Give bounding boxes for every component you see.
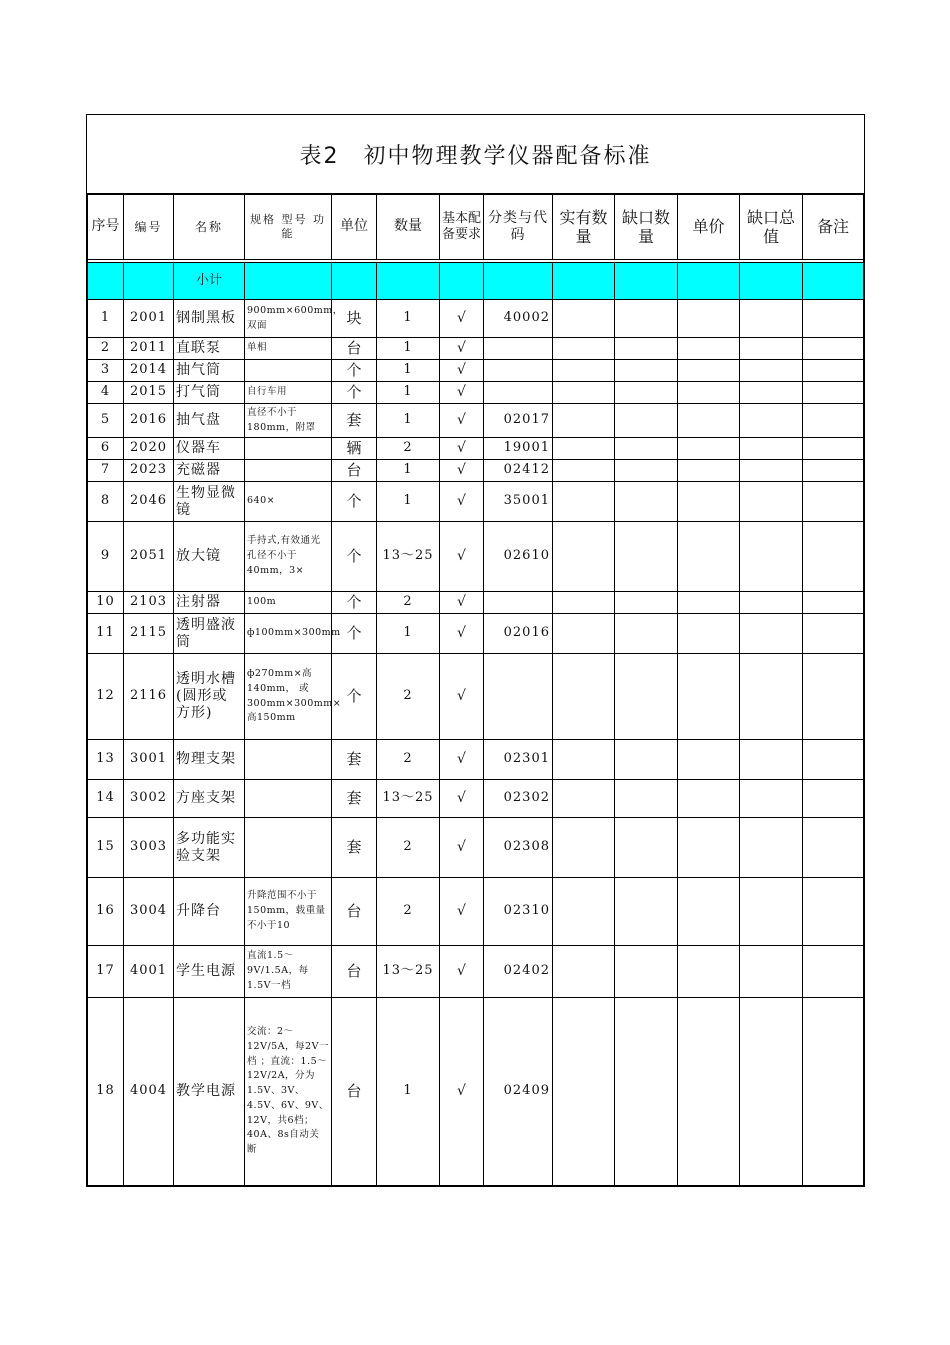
row-shortage: [615, 382, 678, 404]
row-total: [740, 522, 803, 592]
header-unit: 单位: [332, 195, 377, 260]
row-shortage: [615, 438, 678, 460]
row-unit: 台: [332, 878, 377, 946]
row-category: [484, 338, 553, 360]
row-shortage: [615, 338, 678, 360]
row-shortage: [615, 818, 678, 878]
row-total: [740, 818, 803, 878]
row-price: [678, 998, 740, 1186]
row-unit: 套: [332, 404, 377, 438]
header-row: [88, 195, 864, 260]
row-total: [740, 338, 803, 360]
row-name: 生物显微镜: [174, 482, 245, 522]
header-actual: 实有数量: [553, 195, 615, 260]
row-category: 02412: [484, 460, 553, 482]
row-name: 抽气筒: [174, 360, 245, 382]
row-basic: √: [440, 300, 484, 338]
header-qty: 数量: [377, 195, 440, 260]
row-name: 透明水槽(圆形或方形): [174, 654, 245, 740]
row-seq: 9: [88, 522, 124, 592]
row-spec: 手持式,有效通光孔径不小于40mm，3×: [245, 522, 332, 592]
row-spec: ф100mm×300mm: [245, 614, 332, 654]
row-price: [678, 654, 740, 740]
title-row: [87, 115, 864, 194]
row-price: [678, 946, 740, 998]
row-seq: 10: [88, 592, 124, 614]
table-row: [88, 382, 864, 404]
row-price: [678, 878, 740, 946]
row-qty: 13～25: [377, 780, 440, 818]
row-actual: [553, 360, 615, 382]
row-actual: [553, 460, 615, 482]
row-qty: 1: [377, 338, 440, 360]
row-name: 打气筒: [174, 382, 245, 404]
row-price: [678, 780, 740, 818]
row-seq: 7: [88, 460, 124, 482]
table-row: [88, 740, 864, 780]
table-row: [88, 998, 864, 1186]
row-shortage: [615, 522, 678, 592]
row-seq: 14: [88, 780, 124, 818]
row-total: [740, 592, 803, 614]
row-unit: 辆: [332, 438, 377, 460]
row-actual: [553, 482, 615, 522]
row-spec: 升降范围不小于150mm，载重量不小于10: [245, 878, 332, 946]
table-row: [88, 654, 864, 740]
row-remark: [803, 780, 864, 818]
row-remark: [803, 740, 864, 780]
subtotal-label: 小计: [174, 263, 245, 300]
row-actual: [553, 780, 615, 818]
table-row: [88, 946, 864, 998]
row-remark: [803, 338, 864, 360]
row-total: [740, 780, 803, 818]
row-actual: [553, 614, 615, 654]
row-unit: 台: [332, 460, 377, 482]
row-code: 2115: [124, 614, 174, 654]
row-unit: 台: [332, 338, 377, 360]
row-category: 02310: [484, 878, 553, 946]
row-spec: [245, 438, 332, 460]
row-category: 02402: [484, 946, 553, 998]
row-actual: [553, 946, 615, 998]
header-price: 单价: [678, 195, 740, 260]
row-category: 02017: [484, 404, 553, 438]
row-remark: [803, 460, 864, 482]
row-total: [740, 460, 803, 482]
row-unit: 套: [332, 740, 377, 780]
row-shortage: [615, 592, 678, 614]
row-basic: √: [440, 404, 484, 438]
row-seq: 12: [88, 654, 124, 740]
row-category: 40002: [484, 300, 553, 338]
row-remark: [803, 522, 864, 592]
row-code: 2016: [124, 404, 174, 438]
header-total: 缺口总值: [740, 195, 803, 260]
row-code: 2103: [124, 592, 174, 614]
table-row: [88, 614, 864, 654]
row-shortage: [615, 878, 678, 946]
row-remark: [803, 946, 864, 998]
row-seq: 8: [88, 482, 124, 522]
row-basic: √: [440, 360, 484, 382]
table-row: [88, 780, 864, 818]
row-total: [740, 946, 803, 998]
row-remark: [803, 878, 864, 946]
row-shortage: [615, 998, 678, 1186]
row-price: [678, 818, 740, 878]
row-code: 2116: [124, 654, 174, 740]
row-qty: 1: [377, 360, 440, 382]
row-basic: √: [440, 740, 484, 780]
row-spec: 交流：2～12V/5A，每2V一档 ；直流：1.5～12V/2A，分为1.5V、3V、4.5V、6V、9V、12V，共6档； 40A、8s自动关断: [245, 998, 332, 1186]
row-code: 2023: [124, 460, 174, 482]
row-remark: [803, 360, 864, 382]
header-seq: 序号: [88, 195, 124, 260]
row-category: [484, 382, 553, 404]
row-code: 4001: [124, 946, 174, 998]
row-spec: [245, 780, 332, 818]
row-qty: 1: [377, 404, 440, 438]
row-code: 2020: [124, 438, 174, 460]
row-seq: 11: [88, 614, 124, 654]
row-basic: √: [440, 780, 484, 818]
row-spec: 100m: [245, 592, 332, 614]
row-seq: 6: [88, 438, 124, 460]
row-actual: [553, 438, 615, 460]
row-spec: [245, 740, 332, 780]
row-qty: 2: [377, 654, 440, 740]
header-basic: 基本配备要求: [440, 195, 484, 260]
row-unit: 个: [332, 522, 377, 592]
row-remark: [803, 654, 864, 740]
row-unit: 块: [332, 300, 377, 338]
row-code: 3003: [124, 818, 174, 878]
row-category: 19001: [484, 438, 553, 460]
subtotal-row: [88, 263, 864, 300]
row-name: 钢制黑板: [174, 300, 245, 338]
row-qty: 1: [377, 998, 440, 1186]
row-name: 教学电源: [174, 998, 245, 1186]
row-code: 2011: [124, 338, 174, 360]
header-remark: 备注: [803, 195, 864, 260]
row-shortage: [615, 946, 678, 998]
row-code: 2014: [124, 360, 174, 382]
row-remark: [803, 382, 864, 404]
row-spec: 单相: [245, 338, 332, 360]
table-row: [88, 404, 864, 438]
row-remark: [803, 438, 864, 460]
row-seq: 17: [88, 946, 124, 998]
table-row: [88, 438, 864, 460]
row-shortage: [615, 482, 678, 522]
header-shortage: 缺口数量: [615, 195, 678, 260]
row-qty: 2: [377, 878, 440, 946]
row-total: [740, 404, 803, 438]
row-category: [484, 360, 553, 382]
row-basic: √: [440, 592, 484, 614]
row-basic: √: [440, 818, 484, 878]
row-price: [678, 300, 740, 338]
row-qty: 1: [377, 382, 440, 404]
row-basic: √: [440, 482, 484, 522]
row-price: [678, 360, 740, 382]
row-shortage: [615, 614, 678, 654]
row-basic: √: [440, 998, 484, 1186]
row-shortage: [615, 404, 678, 438]
row-shortage: [615, 654, 678, 740]
table-row: [88, 460, 864, 482]
row-code: 2051: [124, 522, 174, 592]
row-qty: 1: [377, 460, 440, 482]
row-seq: 4: [88, 382, 124, 404]
row-total: [740, 654, 803, 740]
row-name: 透明盛液筒: [174, 614, 245, 654]
row-category: [484, 592, 553, 614]
row-code: 2001: [124, 300, 174, 338]
row-name: 升降台: [174, 878, 245, 946]
row-qty: 2: [377, 740, 440, 780]
row-basic: √: [440, 338, 484, 360]
row-code: 4004: [124, 998, 174, 1186]
row-basic: √: [440, 614, 484, 654]
row-total: [740, 438, 803, 460]
row-remark: [803, 300, 864, 338]
row-name: 抽气盘: [174, 404, 245, 438]
row-spec: [245, 460, 332, 482]
row-total: [740, 740, 803, 780]
row-category: 02308: [484, 818, 553, 878]
row-actual: [553, 878, 615, 946]
row-seq: 18: [88, 998, 124, 1186]
row-actual: [553, 522, 615, 592]
row-spec: 自行车用: [245, 382, 332, 404]
row-seq: 1: [88, 300, 124, 338]
row-name: 多功能实验支架: [174, 818, 245, 878]
row-unit: 套: [332, 818, 377, 878]
header-name: 名称: [174, 195, 245, 260]
row-name: 仪器车: [174, 438, 245, 460]
row-basic: √: [440, 460, 484, 482]
row-spec: [245, 360, 332, 382]
row-actual: [553, 338, 615, 360]
row-remark: [803, 998, 864, 1186]
row-qty: 2: [377, 592, 440, 614]
row-spec: [245, 818, 332, 878]
table-row: [88, 818, 864, 878]
standards-table-sheet: [86, 114, 865, 1187]
header-code: 编号: [124, 195, 174, 260]
row-category: 02409: [484, 998, 553, 1186]
table-row: [88, 592, 864, 614]
table-row: [88, 300, 864, 338]
row-unit: 个: [332, 360, 377, 382]
row-price: [678, 592, 740, 614]
row-seq: 13: [88, 740, 124, 780]
table-row: [88, 360, 864, 382]
row-name: 直联泵: [174, 338, 245, 360]
row-remark: [803, 818, 864, 878]
row-total: [740, 300, 803, 338]
row-unit: 个: [332, 382, 377, 404]
row-shortage: [615, 740, 678, 780]
header-category: 分类与代码: [484, 195, 553, 260]
table-row: [88, 482, 864, 522]
row-basic: √: [440, 946, 484, 998]
row-qty: 13～25: [377, 522, 440, 592]
row-spec: 900mm×600mm，双面: [245, 300, 332, 338]
row-actual: [553, 300, 615, 338]
header-spec: 规格 型号 功能: [245, 195, 332, 260]
row-unit: 台: [332, 998, 377, 1186]
row-total: [740, 360, 803, 382]
row-qty: 1: [377, 300, 440, 338]
row-basic: √: [440, 878, 484, 946]
row-actual: [553, 654, 615, 740]
row-actual: [553, 998, 615, 1186]
row-name: 方座支架: [174, 780, 245, 818]
row-actual: [553, 592, 615, 614]
row-unit: 个: [332, 614, 377, 654]
row-basic: √: [440, 382, 484, 404]
row-spec: 直流1.5～9V/1.5A，每1.5V一档: [245, 946, 332, 998]
row-actual: [553, 382, 615, 404]
row-unit: 个: [332, 482, 377, 522]
table-row: [88, 878, 864, 946]
row-seq: 15: [88, 818, 124, 878]
row-seq: 5: [88, 404, 124, 438]
row-remark: [803, 404, 864, 438]
row-name: 放大镜: [174, 522, 245, 592]
row-price: [678, 338, 740, 360]
row-total: [740, 482, 803, 522]
row-qty: 1: [377, 614, 440, 654]
row-category: 35001: [484, 482, 553, 522]
row-price: [678, 740, 740, 780]
row-total: [740, 998, 803, 1186]
row-unit: 台: [332, 946, 377, 998]
equipment-table: [87, 194, 864, 1186]
row-seq: 16: [88, 878, 124, 946]
table-row: [88, 338, 864, 360]
row-total: [740, 614, 803, 654]
row-seq: 2: [88, 338, 124, 360]
row-shortage: [615, 460, 678, 482]
row-qty: 2: [377, 438, 440, 460]
row-price: [678, 482, 740, 522]
row-category: 02610: [484, 522, 553, 592]
row-code: 3002: [124, 780, 174, 818]
row-shortage: [615, 300, 678, 338]
row-unit: 套: [332, 780, 377, 818]
row-price: [678, 404, 740, 438]
row-code: 2015: [124, 382, 174, 404]
row-actual: [553, 404, 615, 438]
row-remark: [803, 614, 864, 654]
row-seq: 3: [88, 360, 124, 382]
table-row: [88, 522, 864, 592]
row-qty: 13～25: [377, 946, 440, 998]
row-shortage: [615, 360, 678, 382]
row-price: [678, 460, 740, 482]
row-price: [678, 614, 740, 654]
page-title: 表2 初中物理教学仪器配备标准: [299, 143, 652, 169]
row-name: 学生电源: [174, 946, 245, 998]
row-total: [740, 878, 803, 946]
row-name: 注射器: [174, 592, 245, 614]
row-basic: √: [440, 522, 484, 592]
row-unit: 个: [332, 654, 377, 740]
row-name: 物理支架: [174, 740, 245, 780]
row-category: 02016: [484, 614, 553, 654]
row-code: 3001: [124, 740, 174, 780]
row-spec: ф270mm×高140mm， 或300mm×300mm×高150mm: [245, 654, 332, 740]
row-remark: [803, 592, 864, 614]
row-actual: [553, 818, 615, 878]
row-code: 2046: [124, 482, 174, 522]
row-price: [678, 522, 740, 592]
row-price: [678, 438, 740, 460]
row-spec: 直径不小于180mm，附罩: [245, 404, 332, 438]
row-spec: 640×: [245, 482, 332, 522]
row-code: 3004: [124, 878, 174, 946]
row-name: 充磁器: [174, 460, 245, 482]
row-category: 02302: [484, 780, 553, 818]
row-shortage: [615, 780, 678, 818]
row-unit: 个: [332, 592, 377, 614]
row-qty: 1: [377, 482, 440, 522]
row-qty: 2: [377, 818, 440, 878]
row-remark: [803, 482, 864, 522]
row-basic: √: [440, 654, 484, 740]
row-category: 02301: [484, 740, 553, 780]
row-basic: √: [440, 438, 484, 460]
table-body: [88, 300, 864, 1186]
row-total: [740, 382, 803, 404]
row-price: [678, 382, 740, 404]
row-actual: [553, 740, 615, 780]
row-category: [484, 654, 553, 740]
